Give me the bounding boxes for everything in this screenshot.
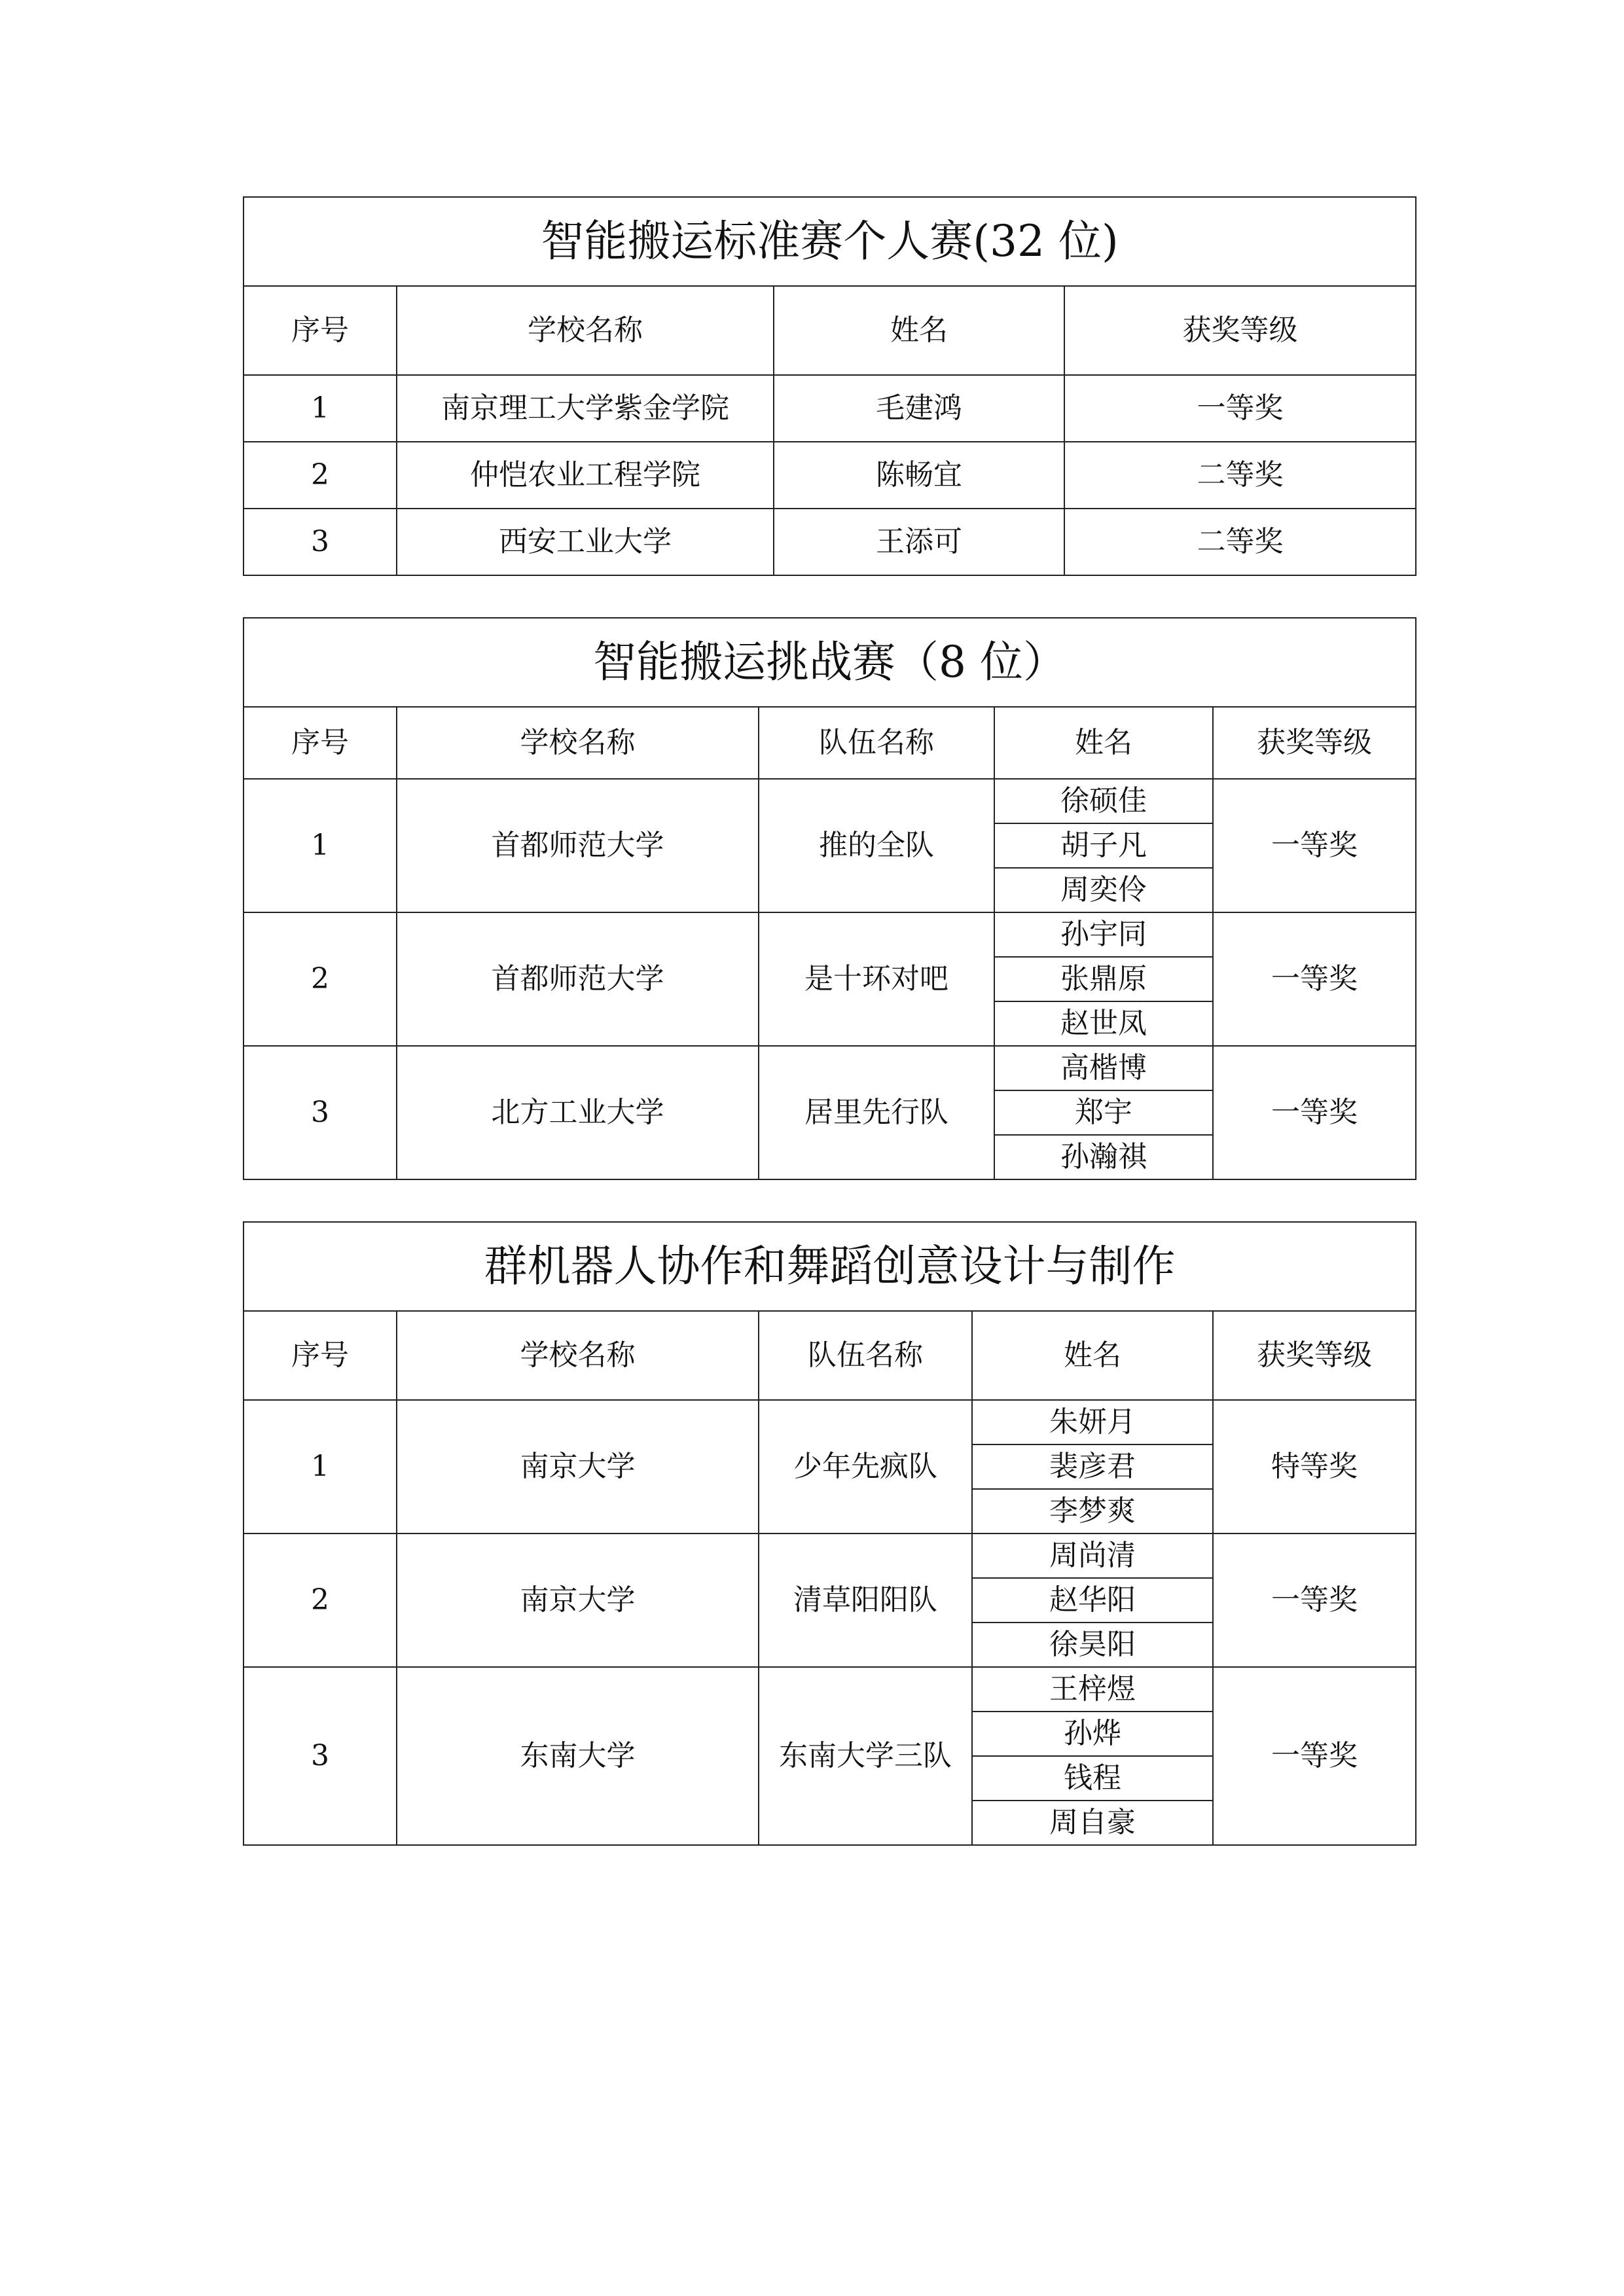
cell-member: 孙宇同: [994, 912, 1213, 957]
cell-no: 2: [244, 912, 397, 1046]
cell-name: 毛建鸿: [774, 375, 1064, 442]
table-title: 智能搬运标准赛个人赛(32 位): [244, 197, 1416, 286]
cell-member: 徐昊阳: [972, 1623, 1213, 1667]
header-school: 学校名称: [397, 286, 774, 375]
cell-award: 一等奖: [1213, 912, 1416, 1046]
cell-no: 2: [244, 1534, 397, 1667]
header-name: 姓名: [994, 707, 1213, 779]
header-team: 队伍名称: [759, 1311, 972, 1400]
cell-member: 周尚清: [972, 1534, 1213, 1578]
cell-award: 二等奖: [1064, 442, 1416, 509]
cell-member: 徐硕佳: [994, 779, 1213, 823]
cell-member: 赵华阳: [972, 1578, 1213, 1623]
cell-school: 首都师范大学: [397, 779, 759, 912]
cell-no: 1: [244, 375, 397, 442]
table-row: [244, 509, 1416, 575]
table-row: [244, 1534, 1416, 1578]
cell-name: 陈畅宜: [774, 442, 1064, 509]
cell-name: 王添可: [774, 509, 1064, 575]
table-title: 群机器人协作和舞蹈创意设计与制作: [244, 1222, 1416, 1311]
cell-member: 朱妍月: [972, 1400, 1213, 1444]
cell-no: 3: [244, 1667, 397, 1845]
award-table-swarm-robot-dance: [243, 1221, 1416, 1846]
header-award: 获奖等级: [1213, 1311, 1416, 1400]
header-award: 获奖等级: [1213, 707, 1416, 779]
cell-school: 北方工业大学: [397, 1046, 759, 1179]
cell-school: 西安工业大学: [397, 509, 774, 575]
cell-no: 1: [244, 1400, 397, 1534]
cell-member: 孙烨: [972, 1712, 1213, 1756]
cell-team: 少年先疯队: [759, 1400, 972, 1534]
cell-school: 南京理工大学紫金学院: [397, 375, 774, 442]
table-row: [244, 779, 1416, 823]
header-no: 序号: [244, 286, 397, 375]
table-row: [244, 1400, 1416, 1444]
header-school: 学校名称: [397, 707, 759, 779]
cell-school: 南京大学: [397, 1534, 759, 1667]
cell-school: 仲恺农业工程学院: [397, 442, 774, 509]
header-school: 学校名称: [397, 1311, 759, 1400]
cell-award: 一等奖: [1213, 1046, 1416, 1179]
table-row: [244, 1667, 1416, 1712]
cell-member: 周奕伶: [994, 868, 1213, 912]
cell-member: 钱程: [972, 1756, 1213, 1801]
cell-award: 二等奖: [1064, 509, 1416, 575]
cell-award: 一等奖: [1213, 779, 1416, 912]
cell-school: 首都师范大学: [397, 912, 759, 1046]
header-no: 序号: [244, 1311, 397, 1400]
cell-member: 胡子凡: [994, 823, 1213, 868]
header-award: 获奖等级: [1064, 286, 1416, 375]
table-row: [244, 375, 1416, 442]
cell-team: 清草阳阳队: [759, 1534, 972, 1667]
cell-team: 东南大学三队: [759, 1667, 972, 1845]
cell-member: 高楷博: [994, 1046, 1213, 1090]
cell-member: 张鼎原: [994, 957, 1213, 1001]
cell-no: 3: [244, 509, 397, 575]
cell-member: 赵世凤: [994, 1001, 1213, 1046]
cell-team: 是十环对吧: [759, 912, 994, 1046]
cell-member: 孙瀚祺: [994, 1135, 1213, 1179]
cell-award: 一等奖: [1213, 1534, 1416, 1667]
cell-member: 裴彦君: [972, 1444, 1213, 1489]
header-name: 姓名: [774, 286, 1064, 375]
cell-no: 2: [244, 442, 397, 509]
cell-award: 特等奖: [1213, 1400, 1416, 1534]
cell-school: 东南大学: [397, 1667, 759, 1845]
table-title: 智能搬运挑战赛（8 位）: [244, 618, 1416, 707]
cell-member: 周自豪: [972, 1801, 1213, 1845]
table-row: [244, 1046, 1416, 1090]
cell-award: 一等奖: [1213, 1667, 1416, 1845]
header-name: 姓名: [972, 1311, 1213, 1400]
table-row: [244, 912, 1416, 957]
cell-member: 王梓煜: [972, 1667, 1213, 1712]
header-team: 队伍名称: [759, 707, 994, 779]
cell-member: 郑宇: [994, 1090, 1213, 1135]
award-table-transport-standard: [243, 196, 1416, 576]
header-no: 序号: [244, 707, 397, 779]
award-table-transport-challenge: [243, 617, 1416, 1180]
cell-member: 李梦爽: [972, 1489, 1213, 1534]
cell-award: 一等奖: [1064, 375, 1416, 442]
table-row: [244, 442, 1416, 509]
cell-no: 1: [244, 779, 397, 912]
cell-no: 3: [244, 1046, 397, 1179]
cell-team: 推的全队: [759, 779, 994, 912]
cell-team: 居里先行队: [759, 1046, 994, 1179]
cell-school: 南京大学: [397, 1400, 759, 1534]
